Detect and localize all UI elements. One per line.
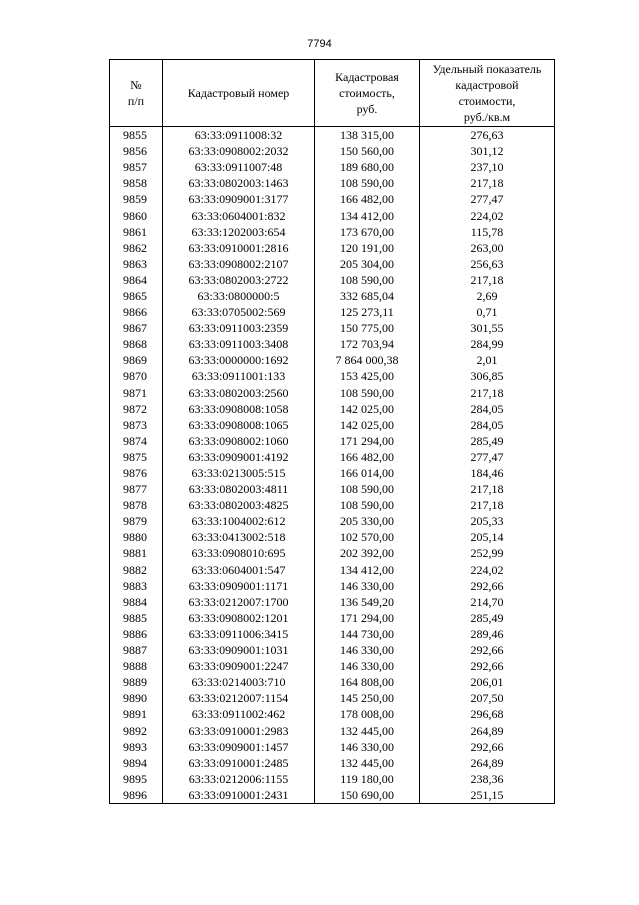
table-row: [110, 513, 555, 529]
cadastral-number-cell: 63:33:0911006:3415: [163, 626, 315, 642]
specific-value-cell: 237,10: [420, 159, 555, 175]
cadastral-value-cell: 108 590,00: [315, 385, 420, 401]
cadastral-number-cell: 63:33:0908008:1065: [163, 417, 315, 433]
cadastral-number-cell: 63:33:0802003:4811: [163, 481, 315, 497]
row-number-cell: 9860: [110, 207, 163, 223]
cadastral-number-cell: 63:33:0000000:1692: [163, 352, 315, 368]
cadastral-value-cell: 132 445,00: [315, 722, 420, 738]
cadastral-number-cell: 63:33:0910001:2983: [163, 722, 315, 738]
specific-value-cell: 214,70: [420, 594, 555, 610]
specific-value-cell: 251,15: [420, 787, 555, 804]
cadastral-value-cell: 332 685,04: [315, 288, 420, 304]
table-row: [110, 529, 555, 545]
specific-value-cell: 284,05: [420, 417, 555, 433]
cadastral-number-cell: 63:33:0908008:1058: [163, 401, 315, 417]
table-row: [110, 690, 555, 706]
table-row: [110, 159, 555, 175]
cadastral-number-cell: 63:33:0802003:1463: [163, 175, 315, 191]
table-row: [110, 224, 555, 240]
row-number-cell: 9863: [110, 256, 163, 272]
specific-value-cell: 264,89: [420, 722, 555, 738]
specific-value-cell: 0,71: [420, 304, 555, 320]
row-number-cell: 9881: [110, 545, 163, 561]
specific-value-cell: 292,66: [420, 658, 555, 674]
specific-value-cell: 285,49: [420, 610, 555, 626]
cadastral-value-cell: 146 330,00: [315, 739, 420, 755]
cadastral-value-cell: 142 025,00: [315, 417, 420, 433]
cadastral-value-cell: 205 330,00: [315, 513, 420, 529]
table-row: [110, 433, 555, 449]
cadastral-number-cell: 63:33:0212007:1154: [163, 690, 315, 706]
cadastral-value-cell: 173 670,00: [315, 224, 420, 240]
cadastral-value-cell: 205 304,00: [315, 256, 420, 272]
table-row: [110, 594, 555, 610]
cadastral-number-cell: 63:33:0802003:4825: [163, 497, 315, 513]
row-number-cell: 9878: [110, 497, 163, 513]
table-row: [110, 481, 555, 497]
row-number-cell: 9894: [110, 755, 163, 771]
specific-value-cell: 277,47: [420, 191, 555, 207]
cadastral-number-cell: 63:33:0908002:1060: [163, 433, 315, 449]
cadastral-value-cell: 153 425,00: [315, 368, 420, 384]
specific-value-cell: 296,68: [420, 706, 555, 722]
cadastral-number-cell: 63:33:1004002:612: [163, 513, 315, 529]
cadastral-number-cell: 63:33:0910001:2431: [163, 787, 315, 804]
row-number-cell: 9882: [110, 562, 163, 578]
cadastral-number-cell: 63:33:0911001:133: [163, 368, 315, 384]
row-number-cell: 9888: [110, 658, 163, 674]
table-row: [110, 143, 555, 159]
cadastral-value-cell: 144 730,00: [315, 626, 420, 642]
row-number-cell: 9870: [110, 368, 163, 384]
cadastral-value-cell: 7 864 000,38: [315, 352, 420, 368]
specific-value-cell: 277,47: [420, 449, 555, 465]
row-number-cell: 9864: [110, 272, 163, 288]
cadastral-value-cell: 125 273,11: [315, 304, 420, 320]
cadastral-value-cell: 146 330,00: [315, 578, 420, 594]
cadastral-number-cell: 63:33:0911002:462: [163, 706, 315, 722]
table-row: [110, 336, 555, 352]
cadastral-value-cell: 150 775,00: [315, 320, 420, 336]
specific-value-cell: 285,49: [420, 433, 555, 449]
cadastral-value-cell: 166 482,00: [315, 191, 420, 207]
specific-value-cell: 276,63: [420, 127, 555, 144]
row-number-cell: 9885: [110, 610, 163, 626]
table-row: [110, 497, 555, 513]
row-number-cell: 9856: [110, 143, 163, 159]
cadastral-number-cell: 63:33:0909001:3177: [163, 191, 315, 207]
table-row: [110, 352, 555, 368]
row-number-cell: 9896: [110, 787, 163, 804]
cadastral-value-cell: 164 808,00: [315, 674, 420, 690]
table-row: [110, 465, 555, 481]
header-row-number: № п/п: [110, 60, 163, 127]
cadastral-value-cell: 134 412,00: [315, 207, 420, 223]
table-row: [110, 610, 555, 626]
cadastral-number-cell: 63:33:0911008:32: [163, 127, 315, 144]
cadastral-number-cell: 63:33:0911007:48: [163, 159, 315, 175]
specific-value-cell: 292,66: [420, 739, 555, 755]
specific-value-cell: 292,66: [420, 578, 555, 594]
cadastral-value-cell: 102 570,00: [315, 529, 420, 545]
cadastral-value-cell: 134 412,00: [315, 562, 420, 578]
row-number-cell: 9868: [110, 336, 163, 352]
specific-value-cell: 301,55: [420, 320, 555, 336]
cadastral-number-cell: 63:33:0909001:1031: [163, 642, 315, 658]
cadastral-number-cell: 63:33:0908002:2032: [163, 143, 315, 159]
row-number-cell: 9873: [110, 417, 163, 433]
row-number-cell: 9876: [110, 465, 163, 481]
table-row: [110, 626, 555, 642]
cadastral-value-cell: 166 482,00: [315, 449, 420, 465]
cadastral-value-cell: 142 025,00: [315, 401, 420, 417]
row-number-cell: 9890: [110, 690, 163, 706]
table-row: [110, 578, 555, 594]
cadastral-number-cell: 63:33:0908010:695: [163, 545, 315, 561]
specific-value-cell: 306,85: [420, 368, 555, 384]
cadastral-number-cell: 63:33:0911003:3408: [163, 336, 315, 352]
cadastral-value-cell: 146 330,00: [315, 642, 420, 658]
cadastral-value-cell: 189 680,00: [315, 159, 420, 175]
table-row: [110, 304, 555, 320]
table-row: [110, 272, 555, 288]
row-number-cell: 9877: [110, 481, 163, 497]
table-header-row: [110, 60, 555, 127]
cadastral-value-cell: 119 180,00: [315, 771, 420, 787]
row-number-cell: 9867: [110, 320, 163, 336]
cadastral-number-cell: 63:33:0800000:5: [163, 288, 315, 304]
table-row: [110, 787, 555, 804]
row-number-cell: 9874: [110, 433, 163, 449]
cadastral-number-cell: 63:33:0909001:2247: [163, 658, 315, 674]
specific-value-cell: 205,14: [420, 529, 555, 545]
table-row: [110, 722, 555, 738]
row-number-cell: 9857: [110, 159, 163, 175]
specific-value-cell: 264,89: [420, 755, 555, 771]
table-row: [110, 658, 555, 674]
row-number-cell: 9889: [110, 674, 163, 690]
specific-value-cell: 217,18: [420, 497, 555, 513]
row-number-cell: 9865: [110, 288, 163, 304]
row-number-cell: 9893: [110, 739, 163, 755]
cadastral-value-cell: 108 590,00: [315, 497, 420, 513]
table-row: [110, 127, 555, 144]
specific-value-cell: 184,46: [420, 465, 555, 481]
specific-value-cell: 217,18: [420, 385, 555, 401]
row-number-cell: 9879: [110, 513, 163, 529]
table-row: [110, 240, 555, 256]
row-number-cell: 9862: [110, 240, 163, 256]
table-row: [110, 545, 555, 561]
table-row: [110, 385, 555, 401]
cadastral-value-cell: 172 703,94: [315, 336, 420, 352]
specific-value-cell: 256,63: [420, 256, 555, 272]
row-number-cell: 9861: [110, 224, 163, 240]
row-number-cell: 9871: [110, 385, 163, 401]
cadastral-value-cell: 120 191,00: [315, 240, 420, 256]
table-row: [110, 706, 555, 722]
cadastral-number-cell: 63:33:0910001:2485: [163, 755, 315, 771]
cadastral-number-cell: 63:33:1202003:654: [163, 224, 315, 240]
table-row: [110, 368, 555, 384]
specific-value-cell: 2,69: [420, 288, 555, 304]
table-row: [110, 417, 555, 433]
specific-value-cell: 2,01: [420, 352, 555, 368]
page-number: 7794: [307, 38, 332, 50]
specific-value-cell: 263,00: [420, 240, 555, 256]
specific-value-cell: 224,02: [420, 562, 555, 578]
cadastral-value-cell: 146 330,00: [315, 658, 420, 674]
row-number-cell: 9887: [110, 642, 163, 658]
cadastral-value-cell: 202 392,00: [315, 545, 420, 561]
specific-value-cell: 217,18: [420, 481, 555, 497]
cadastral-number-cell: 63:33:0413002:518: [163, 529, 315, 545]
cadastral-value-cell: 171 294,00: [315, 610, 420, 626]
table-row: [110, 207, 555, 223]
specific-value-cell: 207,50: [420, 690, 555, 706]
cadastral-value-cell: 150 690,00: [315, 787, 420, 804]
cadastral-value-cell: 138 315,00: [315, 127, 420, 144]
specific-value-cell: 292,66: [420, 642, 555, 658]
cadastral-value-cell: 108 590,00: [315, 272, 420, 288]
table-row: [110, 449, 555, 465]
row-number-cell: 9866: [110, 304, 163, 320]
header-cadastral-value: Кадастровая стоимость, руб.: [315, 60, 420, 127]
row-number-cell: 9886: [110, 626, 163, 642]
cadastral-number-cell: 63:33:0910001:2816: [163, 240, 315, 256]
cadastral-number-cell: 63:33:0802003:2722: [163, 272, 315, 288]
cadastral-number-cell: 63:33:0212007:1700: [163, 594, 315, 610]
cadastral-value-cell: 108 590,00: [315, 175, 420, 191]
cadastral-number-cell: 63:33:0213005:515: [163, 465, 315, 481]
table-row: [110, 771, 555, 787]
cadastral-value-cell: 132 445,00: [315, 755, 420, 771]
header-specific-value: Удельный показатель кадастровой стоимости, руб./кв.м: [420, 60, 555, 127]
row-number-cell: 9872: [110, 401, 163, 417]
table-body: [110, 127, 555, 804]
row-number-cell: 9858: [110, 175, 163, 191]
table-row: [110, 175, 555, 191]
table-row: [110, 739, 555, 755]
specific-value-cell: 301,12: [420, 143, 555, 159]
row-number-cell: 9883: [110, 578, 163, 594]
cadastral-value-cell: 108 590,00: [315, 481, 420, 497]
row-number-cell: 9891: [110, 706, 163, 722]
cadastral-number-cell: 63:33:0908002:2107: [163, 256, 315, 272]
cadastral-value-cell: 136 549,20: [315, 594, 420, 610]
table-row: [110, 562, 555, 578]
table-row: [110, 755, 555, 771]
specific-value-cell: 206,01: [420, 674, 555, 690]
table-row: [110, 256, 555, 272]
cadastral-value-cell: 166 014,00: [315, 465, 420, 481]
cadastral-number-cell: 63:33:0802003:2560: [163, 385, 315, 401]
row-number-cell: 9895: [110, 771, 163, 787]
cadastral-value-cell: 171 294,00: [315, 433, 420, 449]
table-row: [110, 320, 555, 336]
cadastral-number-cell: 63:33:0909001:1171: [163, 578, 315, 594]
cadastral-number-cell: 63:33:0908002:1201: [163, 610, 315, 626]
cadastral-number-cell: 63:33:0604001:832: [163, 207, 315, 223]
cadastral-value-cell: 178 008,00: [315, 706, 420, 722]
cadastral-value-cell: 145 250,00: [315, 690, 420, 706]
cadastral-number-cell: 63:33:0909001:1457: [163, 739, 315, 755]
cadastral-number-cell: 63:33:0909001:4192: [163, 449, 315, 465]
specific-value-cell: 284,99: [420, 336, 555, 352]
row-number-cell: 9880: [110, 529, 163, 545]
specific-value-cell: 217,18: [420, 175, 555, 191]
row-number-cell: 9869: [110, 352, 163, 368]
row-number-cell: 9892: [110, 722, 163, 738]
table-row: [110, 401, 555, 417]
specific-value-cell: 284,05: [420, 401, 555, 417]
cadastral-number-cell: 63:33:0604001:547: [163, 562, 315, 578]
specific-value-cell: 205,33: [420, 513, 555, 529]
row-number-cell: 9859: [110, 191, 163, 207]
cadastral-number-cell: 63:33:0911003:2359: [163, 320, 315, 336]
row-number-cell: 9875: [110, 449, 163, 465]
cadastral-number-cell: 63:33:0212006:1155: [163, 771, 315, 787]
header-cadastral-number: Кадастровый номер: [163, 60, 315, 127]
table-row: [110, 642, 555, 658]
cadastral-number-cell: 63:33:0214003:710: [163, 674, 315, 690]
specific-value-cell: 289,46: [420, 626, 555, 642]
specific-value-cell: 224,02: [420, 207, 555, 223]
table-row: [110, 288, 555, 304]
specific-value-cell: 238,36: [420, 771, 555, 787]
specific-value-cell: 217,18: [420, 272, 555, 288]
table-row: [110, 191, 555, 207]
cadastral-number-cell: 63:33:0705002:569: [163, 304, 315, 320]
specific-value-cell: 115,78: [420, 224, 555, 240]
row-number-cell: 9884: [110, 594, 163, 610]
row-number-cell: 9855: [110, 127, 163, 144]
cadastral-value-cell: 150 560,00: [315, 143, 420, 159]
cadastral-value-table: [109, 59, 555, 804]
specific-value-cell: 252,99: [420, 545, 555, 561]
table-row: [110, 674, 555, 690]
